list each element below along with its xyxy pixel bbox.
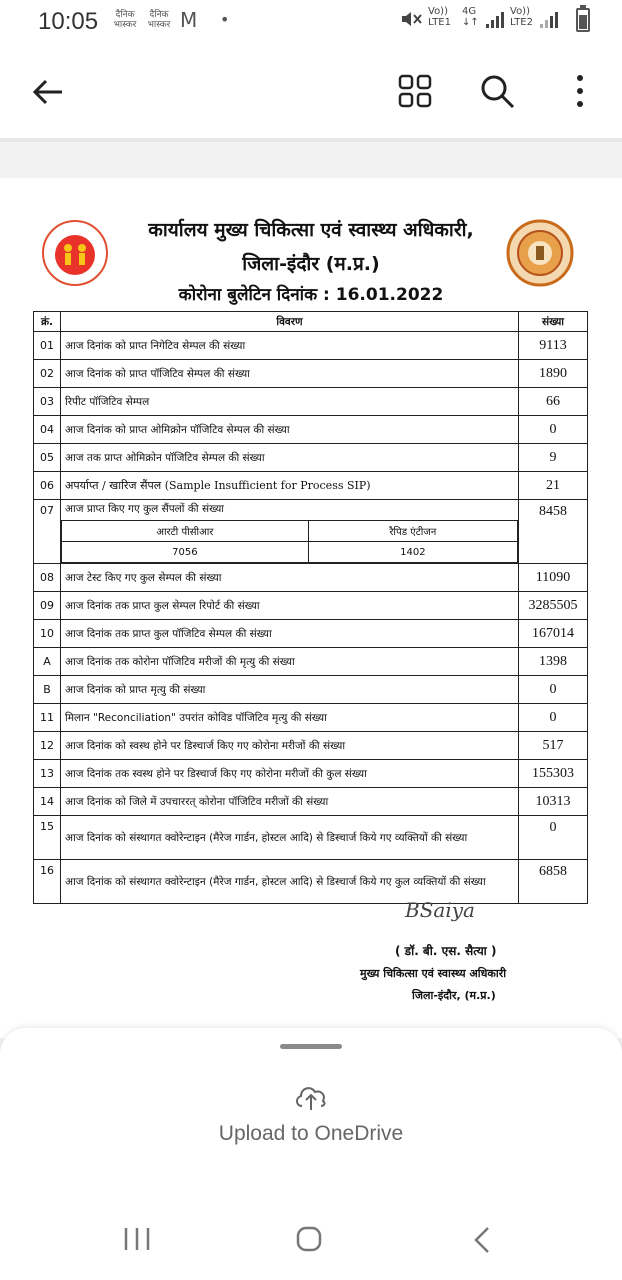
row-serial: 14 bbox=[34, 788, 61, 816]
more-vert-icon[interactable] bbox=[570, 72, 590, 110]
office-title: कार्यालय मुख्य चिकित्सा एवं स्वास्थ्य अधिकारी, bbox=[148, 219, 474, 241]
row-serial: 12 bbox=[34, 732, 61, 760]
status-label: Vo)) bbox=[428, 6, 448, 17]
bulletin-title: कोरोना बुलेटिन दिनांक : 16.01.2022 bbox=[178, 285, 444, 305]
home-icon[interactable] bbox=[296, 1226, 322, 1252]
row-description: आज दिनांक तक कोरोना पॉजिटिव मरीजों की मृत्यु की संख्या bbox=[61, 648, 519, 676]
table-row bbox=[34, 500, 588, 564]
table-row bbox=[34, 760, 588, 788]
row-value: 0 bbox=[519, 816, 588, 860]
row-value: 66 bbox=[519, 388, 588, 416]
status-label: ↓↑ bbox=[462, 17, 479, 28]
row-description: आज तक प्राप्त ओमिक्रोन पॉजिटिव सेम्पल की संख्या bbox=[61, 444, 519, 472]
signatory-place: जिला-इंदौर, (म.प्र.) bbox=[412, 989, 496, 1002]
toolbar-divider bbox=[0, 138, 622, 142]
share-bottom-sheet bbox=[0, 1028, 622, 1280]
table-row bbox=[34, 788, 588, 816]
table-row bbox=[34, 332, 588, 360]
grid-icon[interactable] bbox=[398, 74, 432, 108]
row-description: मिलान "Reconciliation" उपरांत कोविड पॉजिटिव मृत्यु की संख्या bbox=[61, 704, 519, 732]
row-value: 11090 bbox=[519, 564, 588, 592]
status-label: LTE1 bbox=[428, 17, 451, 28]
row-description: आज दिनांक तक प्राप्त कुल सेम्पल रिपोर्ट की संख्या bbox=[61, 592, 519, 620]
row-value: 167014 bbox=[519, 620, 588, 648]
row-serial: 10 bbox=[34, 620, 61, 648]
header-sr: क्रं. bbox=[34, 312, 61, 332]
row-description: आज प्राप्त किए गए कुल सैंपलों की संख्या bbox=[65, 503, 225, 515]
row-serial: 09 bbox=[34, 592, 61, 620]
battery-icon bbox=[576, 8, 590, 32]
table-row bbox=[34, 416, 588, 444]
signatory-title: मुख्य चिकित्सा एवं स्वास्थ्य अधिकारी bbox=[360, 967, 507, 980]
row-serial: 15 bbox=[34, 816, 61, 860]
rtpcr-label: आरटी पीसीआर bbox=[62, 521, 309, 542]
signature: BSaiya bbox=[405, 898, 475, 922]
office-district: जिला-इंदौर (म.प्र.) bbox=[242, 253, 380, 275]
notification-dot: • bbox=[220, 10, 230, 29]
back-arrow-icon[interactable] bbox=[30, 74, 66, 110]
sheet-drag-handle[interactable] bbox=[280, 1044, 342, 1049]
row-value: 6858 bbox=[519, 860, 588, 904]
bulletin-table bbox=[33, 311, 588, 904]
row-description: आज दिनांक तक स्वस्थ होने पर डिस्चार्ज किए गए कोरोना मरीजों की कुल संख्या bbox=[61, 760, 519, 788]
table-row bbox=[34, 592, 588, 620]
row-description: आज दिनांक तक प्राप्त कुल पॉजिटिव सेम्पल की संख्या bbox=[61, 620, 519, 648]
recent-apps-icon[interactable] bbox=[122, 1226, 152, 1252]
row-serial: A bbox=[34, 648, 61, 676]
row-value: 3285505 bbox=[519, 592, 588, 620]
app-toolbar bbox=[0, 44, 622, 138]
row-value: 0 bbox=[519, 704, 588, 732]
row-description: आज दिनांक को प्राप्त पॉजिटिव सेम्पल की संख्या bbox=[61, 360, 519, 388]
table-row bbox=[34, 564, 588, 592]
row-serial: 08 bbox=[34, 564, 61, 592]
row-value: 8458 bbox=[519, 500, 588, 564]
status-time: 10:05 bbox=[38, 8, 99, 35]
row-serial: 11 bbox=[34, 704, 61, 732]
row-serial: 07 bbox=[34, 500, 61, 564]
row-value: 0 bbox=[519, 416, 588, 444]
table-row bbox=[34, 732, 588, 760]
rtpcr-value: 7056 bbox=[62, 542, 309, 563]
signatory-name: ( डॉ. बी. एस. सैत्या ) bbox=[395, 944, 497, 958]
table-row bbox=[34, 648, 588, 676]
nav-back-icon[interactable] bbox=[472, 1226, 492, 1254]
table-header-row bbox=[34, 312, 588, 332]
row-value: 155303 bbox=[519, 760, 588, 788]
row-serial: 02 bbox=[34, 360, 61, 388]
row-description: आज टेस्ट किए गए कुल सेम्पल की संख्या bbox=[61, 564, 519, 592]
status-label: 4G bbox=[462, 6, 477, 17]
row-serial: 16 bbox=[34, 860, 61, 904]
row-description: अपर्याप्त / खारिज सैंपल (Sample Insufficient for Process SIP) bbox=[61, 472, 519, 500]
table-row bbox=[34, 860, 588, 904]
status-label: LTE2 bbox=[510, 17, 533, 28]
status-label: Vo)) bbox=[510, 6, 530, 17]
row-serial: B bbox=[34, 676, 61, 704]
row-description: आज दिनांक को संस्थागत क्वोरेन्टाइन (मैरेज गार्डन, होस्टल आदि) से डिस्चार्ज किये गए कुल व्यक्तियों की संख्या bbox=[61, 860, 519, 904]
bhaskar-app-icon: दैनिक भास्कर bbox=[147, 10, 171, 30]
upload-to-onedrive-button[interactable]: Upload to OneDrive bbox=[218, 1122, 404, 1145]
row-value: 21 bbox=[519, 472, 588, 500]
table-row bbox=[34, 620, 588, 648]
table-row bbox=[34, 704, 588, 732]
sim1-label bbox=[428, 6, 451, 28]
gmail-icon: M bbox=[180, 8, 198, 32]
row-description: रिपीट पॉजिटिव सेम्पल bbox=[61, 388, 519, 416]
row-value: 9113 bbox=[519, 332, 588, 360]
table-row bbox=[34, 444, 588, 472]
row-description: आज दिनांक को संस्थागत क्वोरेन्टाइन (मैरेज गार्डन, होस्टल आदि) से डिस्चार्ज किये गए व्यक्तियों की संख्या bbox=[61, 816, 519, 860]
header-desc: विवरण bbox=[61, 312, 519, 332]
row-description: आज दिनांक को प्राप्त मृत्यु की संख्या bbox=[61, 676, 519, 704]
row-value: 1398 bbox=[519, 648, 588, 676]
rat-label: रैपिड एंटीजन bbox=[308, 521, 517, 542]
row-description: आज दिनांक को स्वस्थ होने पर डिस्चार्ज किए गए कोरोना मरीजों की संख्या bbox=[61, 732, 519, 760]
cloud-upload-icon[interactable] bbox=[293, 1082, 329, 1112]
row-serial: 04 bbox=[34, 416, 61, 444]
signal-icon bbox=[540, 10, 558, 28]
row-description: आज दिनांक को प्राप्त ओमिक्रोन पॉजिटिव सेम्पल की संख्या bbox=[61, 416, 519, 444]
row-serial: 05 bbox=[34, 444, 61, 472]
row-serial: 13 bbox=[34, 760, 61, 788]
rat-value: 1402 bbox=[308, 542, 517, 563]
document-page[interactable] bbox=[0, 178, 622, 1038]
row-value: 9 bbox=[519, 444, 588, 472]
row-serial: 06 bbox=[34, 472, 61, 500]
network-type bbox=[462, 6, 479, 28]
table-row bbox=[34, 472, 588, 500]
row-value: 10313 bbox=[519, 788, 588, 816]
row-serial: 01 bbox=[34, 332, 61, 360]
table-row bbox=[34, 388, 588, 416]
search-icon[interactable] bbox=[478, 72, 516, 110]
row-serial: 03 bbox=[34, 388, 61, 416]
table-row bbox=[34, 360, 588, 388]
table-row bbox=[34, 816, 588, 860]
mute-icon bbox=[400, 10, 422, 28]
table-row bbox=[34, 676, 588, 704]
header-value: संख्या bbox=[519, 312, 588, 332]
test-breakdown-table bbox=[61, 520, 518, 563]
row-value: 1890 bbox=[519, 360, 588, 388]
sim2-label bbox=[510, 6, 533, 28]
signal-icon bbox=[486, 10, 504, 28]
row-description: आज दिनांक को प्राप्त निगेटिव सेम्पल की संख्या bbox=[61, 332, 519, 360]
row-description: आज दिनांक को जिले में उपचाररत् कोरोना पॉजिटिव मरीजों की संख्या bbox=[61, 788, 519, 816]
bhaskar-app-icon: दैनिक भास्कर bbox=[113, 10, 137, 30]
status-bar bbox=[0, 0, 622, 44]
row-value: 0 bbox=[519, 676, 588, 704]
row-value: 517 bbox=[519, 732, 588, 760]
